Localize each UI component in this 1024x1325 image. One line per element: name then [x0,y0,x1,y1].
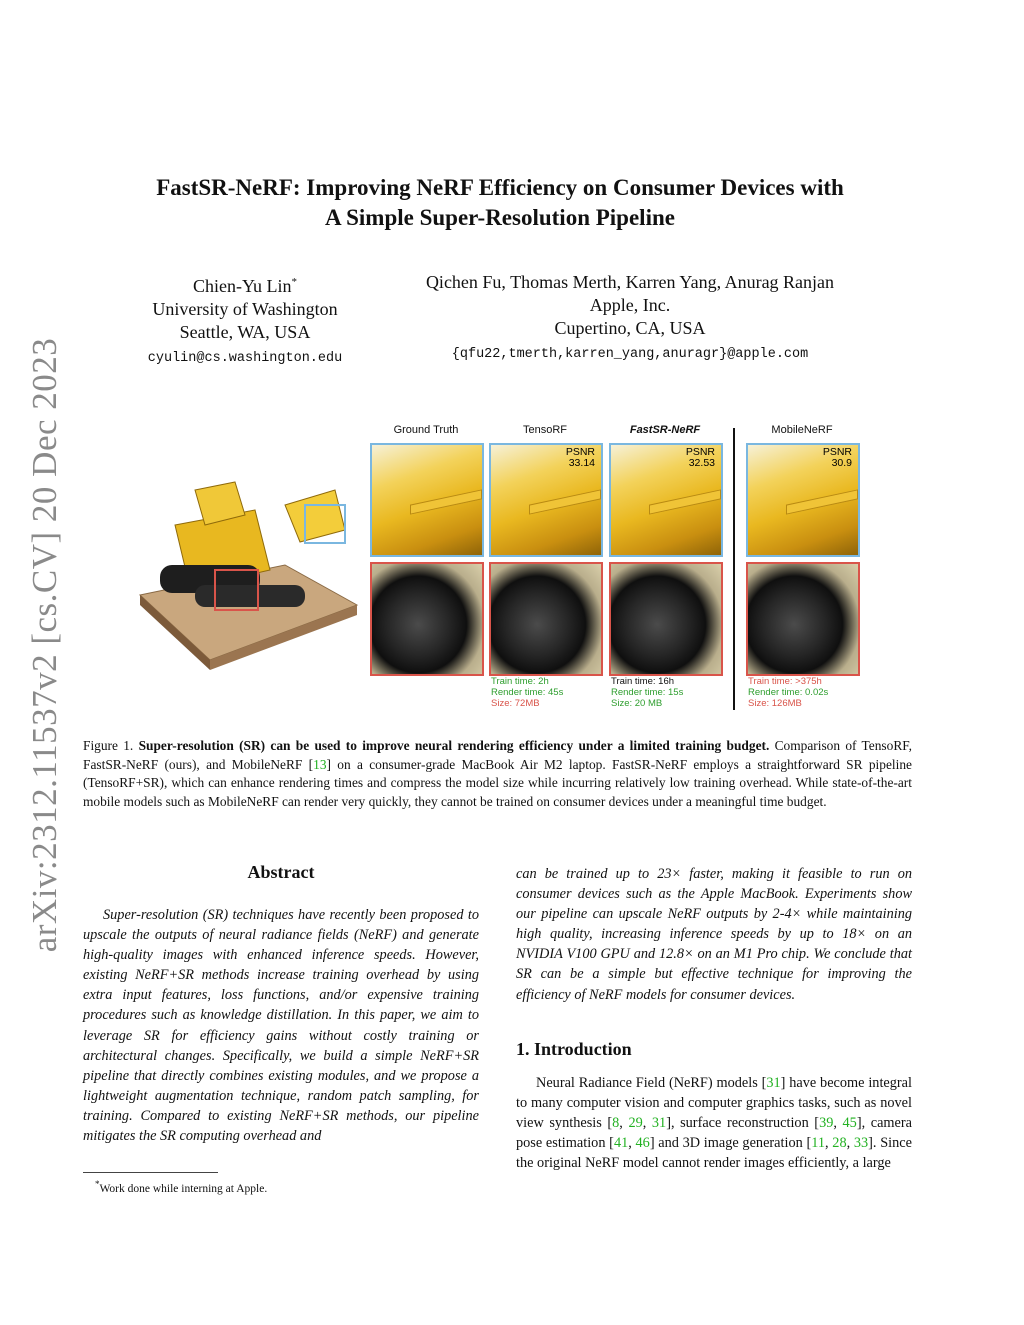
crop-fastsr-bottom [609,562,723,676]
crop-ground-truth-bottom [370,562,484,676]
citation-link[interactable]: 28 [832,1135,847,1152]
citation-link[interactable]: 8 [612,1115,620,1132]
author-location: Seattle, WA, USA [179,322,311,342]
citation-link[interactable]: 46 [635,1135,650,1152]
author-email[interactable]: cyulin@cs.washington.edu [147,351,343,366]
citation-link[interactable]: 33 [853,1135,869,1152]
citation-link[interactable]: 39 [819,1115,834,1132]
column-label-tensorf: TensoRF [522,424,568,436]
crop-tensorf-bottom [489,562,603,676]
introduction-heading: 1. Introduction [516,1039,632,1059]
column-label-fastsr-nerf: FastSR-NeRF [629,424,701,436]
psnr-mobilenerf: PSNR 30.9 [822,446,852,469]
psnr-tensorf: PSNR 33.14 [565,446,595,469]
abstract-heading: Abstract [247,862,315,882]
author-email[interactable]: {qfu22,tmerth,karren_yang,anuragr}@apple.com [451,347,809,362]
psnr-fastsr: PSNR 32.53 [685,446,715,469]
citation-link[interactable]: 45 [842,1115,857,1132]
figure-caption: Figure 1. Super-resolution (SR) can be used to improve neural rendering efficiency under a limited training budget. Comparison of TensoRF, FastSR-NeRF (ours), and MobileNeRF [13] on a consumer-grade MacBook Air M2 laptop. FastSR-NeRF employs a straightforward SR pipeline (TensoRF+SR), which can enhance rendering times and compress the model size while incurring relatively low training overhead. While state-of-the-art mobile models such as MobileNeRF can render very quickly, they cannot be trained on consumer devices under a meaningful time budget. [83,738,912,809]
citation-link[interactable]: 11 [811,1135,826,1152]
citation-link[interactable]: 31 [651,1115,667,1132]
crop-fastsr-top [609,443,723,557]
footnote: *Work done while interning at Apple. [95,1179,268,1195]
citation-link[interactable]: 29 [628,1115,643,1132]
introduction-text: Neural Radiance Field (NeRF) models [31] have become integral to many computer vision and computer graphics tasks, such as novel view synthesis [8, 29, 31], surface reconstruction [39, 45], camera pose estimation [41, 46] and 3D image generation [11, 28, 33]. Since the original NeRF model cannot render images efficiently, a large [516,1075,913,1172]
stats-tensorf: Train time: 2h Render time: 45s Size: 72MB [491,676,564,709]
column-label-ground-truth: Ground Truth [393,424,459,436]
arxiv-identifier: arXiv:2312.11537v2 [cs.CV] 20 Dec 2023 [25,337,64,953]
title-line-1: FastSR-NeRF: Improving NeRF Efficiency on Consumer Devices with [156,175,844,200]
column-divider [733,428,735,710]
author-name: Chien-Yu Lin [193,276,292,296]
author-affiliation: University of Washington [152,299,338,319]
title-line-2: A Simple Super-Resolution Pipeline [325,205,675,230]
abstract-text-right: can be trained up to 23× faster, making it feasible to run on consumer devices such as the Apple MacBook. Experiments show our pipeline can upscale NeRF outputs by 2-4× while maintaining high quality, increasing inference speeds by up to 18× on an NVIDIA V100 GPU and 12.8× on an M1 Pro chip. We conclude that SR can be a simple but effective technique for improving the efficiency of NeRF models for consumer devices. [516,866,912,1003]
abstract-text-left: Super-resolution (SR) techniques have recently been proposed to upscale the outputs of neural radiance fields (NeRF) and generate high-quality images with enhanced inference speeds. However, existing NeRF+SR methods increase training overhead by using extra input features, loss functions, and/or expensive training procedures such as knowledge distillation. In this paper, we aim to leverage SR for efficiency gains without costly training or architectural changes. Specifically, we build a simple NeRF+SR pipeline that directly combines existing modules, and we propose a lightweight augmentation technique, random patch sampling, for training. Compared to existing NeRF+SR methods, our pipeline mitigates the SR computing overhead and [83,907,479,1145]
footnote-rule [83,1172,218,1173]
crop-mobilenerf-top [746,443,860,557]
author-location: Cupertino, CA, USA [554,318,706,338]
citation-link[interactable]: 41 [613,1135,629,1152]
crop-ground-truth-top [370,443,484,557]
author-names: Qichen Fu, Thomas Merth, Karren Yang, Anurag Ranjan [425,272,835,292]
author-mark: * [291,276,297,288]
caption-label: Figure 1. [83,738,134,753]
column-label-mobilenerf: MobileNeRF [771,424,833,436]
author-affiliation: Apple, Inc. [589,295,671,315]
crop-mobilenerf-bottom [746,562,860,676]
citation-link[interactable]: 13 [313,756,327,772]
stats-mobilenerf: Train time: >375h Render time: 0.02s Size: 126MB [748,676,829,709]
caption-bold: Super-resolution (SR) can be used to improve neural rendering efficiency under a limited training budget. [138,738,770,753]
stats-fastsr: Train time: 16h Render time: 15s Size: 20 MB [611,676,684,709]
lego-bulldozer-scene [135,470,360,680]
crop-tensorf-top [489,443,603,557]
citation-link[interactable]: 31 [766,1075,781,1091]
